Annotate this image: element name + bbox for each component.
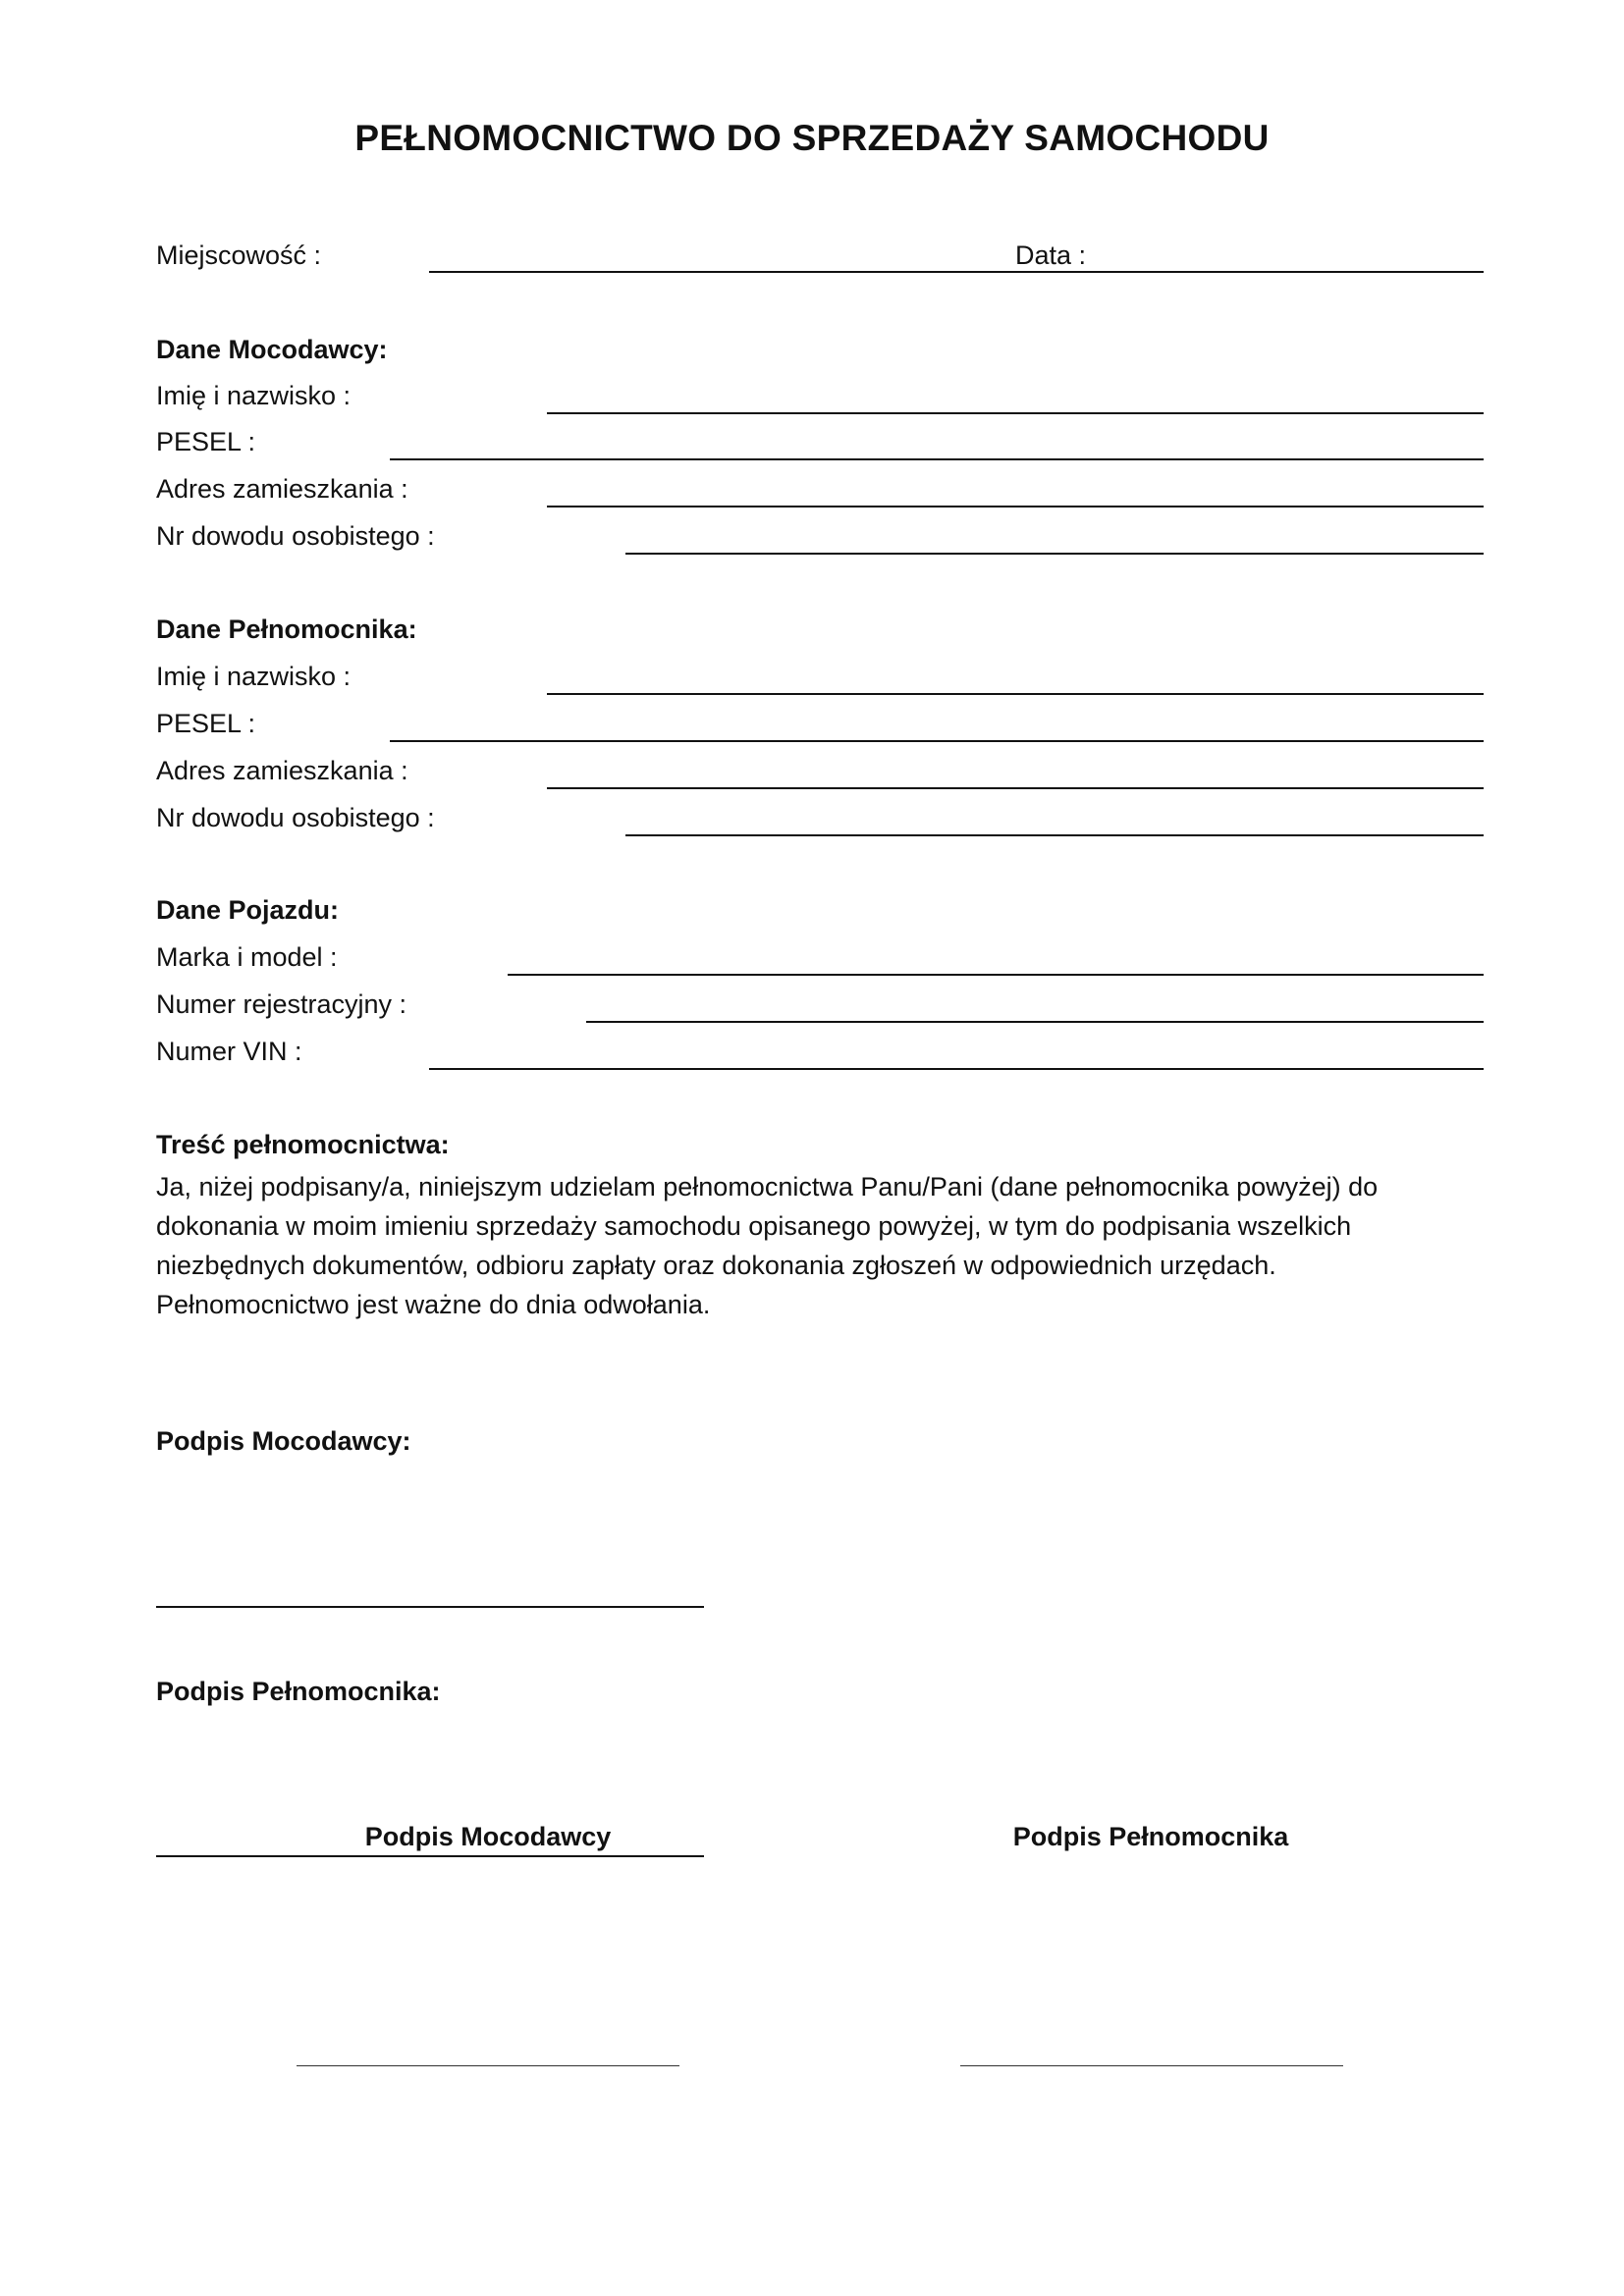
content-line: dokonania w moim imieniu sprzedaży samochodu opisanego powyżej, w tym do podpisania wszelkich [156, 1211, 1352, 1241]
date-label: Data : [1015, 240, 1087, 270]
principal-signature-line[interactable] [156, 1606, 704, 1608]
agent-signature-heading: Podpis Pełnomocnika: [156, 1677, 441, 1706]
principal-pesel-label: PESEL : [156, 427, 256, 456]
principal-signature-caption: Podpis Mocodawcy [364, 1822, 612, 1851]
vehicle-reg-label: Numer rejestracyjny : [156, 989, 407, 1019]
agent-name-field[interactable] [547, 693, 1484, 695]
principal-signature-heading: Podpis Mocodawcy: [156, 1426, 411, 1456]
principal-caption-line[interactable] [156, 1855, 704, 1857]
agent-address-field[interactable] [547, 787, 1484, 789]
principal-final-signature-line[interactable] [297, 2065, 679, 2066]
vehicle-vin-label: Numer VIN : [156, 1037, 302, 1066]
vehicle-make-label: Marka i model : [156, 942, 338, 972]
agent-id-label: Nr dowodu osobistego : [156, 803, 435, 832]
agent-final-signature-line[interactable] [960, 2065, 1343, 2066]
vehicle-vin-field[interactable] [429, 1068, 1484, 1070]
content-line: niezbędnych dokumentów, odbioru zapłaty oraz dokonania zgłoszeń w odpowiednich urzędach. [156, 1251, 1276, 1280]
vehicle-heading: Dane Pojazdu: [156, 895, 340, 925]
principal-address-field[interactable] [547, 506, 1484, 507]
agent-id-field[interactable] [625, 834, 1484, 836]
content-heading: Treść pełnomocnictwa: [156, 1130, 450, 1159]
agent-heading: Dane Pełnomocnika: [156, 614, 417, 644]
place-date-field-line[interactable] [429, 271, 1484, 273]
principal-pesel-field[interactable] [390, 458, 1484, 460]
principal-id-field[interactable] [625, 553, 1484, 555]
agent-pesel-label: PESEL : [156, 709, 256, 738]
principal-heading: Dane Mocodawcy: [156, 335, 388, 364]
agent-address-label: Adres zamieszkania : [156, 756, 408, 785]
document-title: PEŁNOMOCNICTWO DO SPRZEDAŻY SAMOCHODU [354, 118, 1270, 158]
agent-name-label: Imię i nazwisko : [156, 662, 352, 691]
principal-name-label: Imię i nazwisko : [156, 381, 352, 410]
principal-address-label: Adres zamieszkania : [156, 474, 408, 504]
place-label: Miejscowość : [156, 240, 322, 270]
agent-pesel-field[interactable] [390, 740, 1484, 742]
content-line: Pełnomocnictwo jest ważne do dnia odwołania. [156, 1290, 711, 1319]
content-line: Ja, niżej podpisany/a, niniejszym udzielam pełnomocnictwa Panu/Pani (dane pełnomocnika powyżej) do [156, 1172, 1379, 1201]
vehicle-make-field[interactable] [508, 974, 1484, 976]
content-paragraph [156, 1167, 1491, 1324]
principal-name-field[interactable] [547, 412, 1484, 414]
vehicle-reg-field[interactable] [586, 1021, 1484, 1023]
agent-signature-caption: Podpis Pełnomocnika [1012, 1822, 1289, 1851]
principal-id-label: Nr dowodu osobistego : [156, 521, 435, 551]
